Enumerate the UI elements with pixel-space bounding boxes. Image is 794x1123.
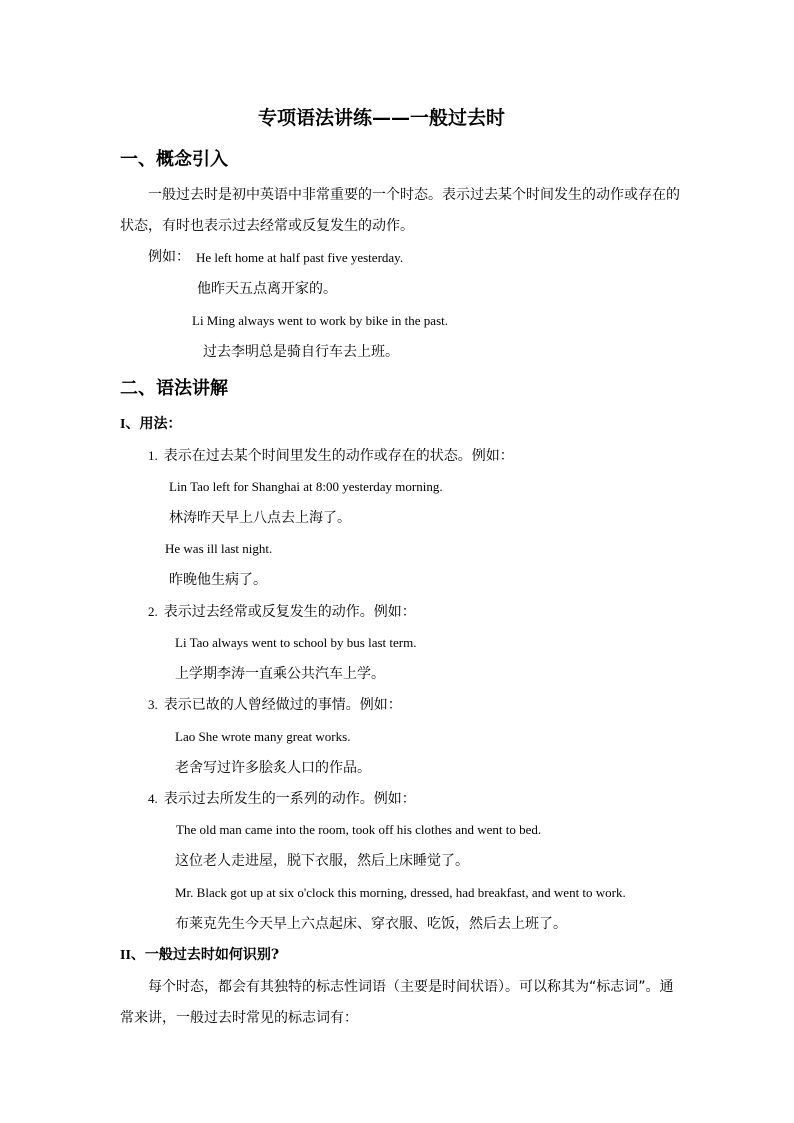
example-sentence-en: He left home at half past five yesterday. (196, 250, 404, 265)
section-heading-concept: 一、概念引入 (120, 149, 228, 170)
example-sentence-en: He was ill last night. (165, 541, 273, 556)
intro-paragraph-line-1: 一般过去时是初中英语中非常重要的一个时态。表示过去某个时间发生的动作或存在的 (148, 187, 680, 203)
example-sentence-en: The old man came into the room, took off his clothes and went to bed. (176, 822, 542, 837)
example-sentence-en: Lin Tao left for Shanghai at 8:00 yesterday morning. (169, 479, 443, 494)
example-sentence-zh: 上学期李涛一直乘公共汽车上学。 (175, 666, 385, 682)
item-text: 表示已故的人曾经做过的事情。例如： (163, 697, 402, 713)
example-sentence-zh: 布莱克先生今天早上六点起床、穿衣服、吃饭，然后去上班了。 (175, 916, 567, 932)
roman-numeral: I (120, 417, 126, 432)
document-title: 专项语法讲练——一般过去时 (258, 107, 506, 129)
example-sentence-zh: 他昨天五点离开家的。 (197, 281, 337, 297)
item-number: 2. (148, 604, 158, 619)
section-heading-grammar: 二、语法讲解 (120, 378, 228, 399)
example-sentence-en: Mr. Black got up at six o'clock this morning, dressed, had breakfast, and went to work. (175, 885, 626, 900)
item-text: 表示过去所发生的一系列的动作。例如： (163, 791, 416, 807)
item-text: 表示过去经常或反复发生的动作。例如： (163, 604, 416, 620)
usage-item (148, 791, 416, 807)
example-sentence-en: Li Tao always went to school by bus last term. (175, 635, 417, 650)
subsection-title: 、用法： (125, 416, 182, 432)
roman-numeral: II (120, 948, 131, 963)
example-sentence-en: Lao She wrote many great works. (175, 729, 351, 744)
example-sentence-zh: 老舍写过许多脍炙人口的作品。 (175, 760, 371, 776)
identify-paragraph-line-2: 常来讲，一般过去时常见的标志词有： (120, 1010, 358, 1026)
usage-item (148, 604, 416, 620)
item-number: 3. (148, 697, 158, 712)
intro-paragraph-line-2: 状态，有时也表示过去经常或反复发生的动作。 (120, 218, 414, 234)
example-sentence-en: Li Ming always went to work by bike in the past. (192, 313, 448, 328)
item-number: 4. (148, 791, 158, 806)
identify-paragraph-line-1: 每个时态，都会有其独特的标志性词语（主要是时间状语）。可以称其为“标志词”。通 (148, 979, 674, 995)
example-label: 例如： (148, 249, 190, 265)
usage-item (148, 448, 514, 464)
item-number: 1. (148, 448, 158, 463)
example-sentence-zh: 过去李明总是骑自行车去上班。 (203, 344, 399, 360)
example-sentence-zh: 这位老人走进屋，脱下衣服，然后上床睡觉了。 (175, 853, 469, 869)
example-sentence-zh: 昨晚他生病了。 (169, 572, 267, 588)
subsection-heading-identify (120, 947, 279, 964)
item-text: 表示在过去某个时间里发生的动作或存在的状态。例如： (163, 448, 514, 464)
usage-item (148, 697, 402, 713)
subsection-title: 、一般过去时如何识别? (130, 947, 280, 963)
example-sentence-zh: 林涛昨天早上八点去上海了。 (169, 510, 351, 526)
subsection-heading-usage (120, 416, 181, 433)
